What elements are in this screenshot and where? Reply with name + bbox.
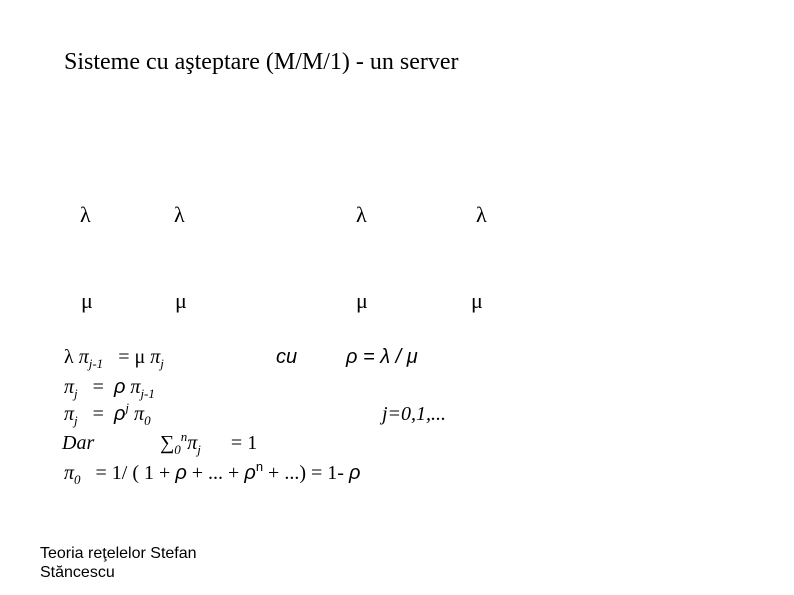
service-rate-label: μ (81, 288, 93, 313)
pi0-equation: $\pi_0$ = 1/ ( 1 + ρ + ... + $\rho^n$ + ...) = 1- ρ (64, 459, 361, 487)
arrival-rate-label: λ (356, 202, 367, 227)
index-range: j=0,1,... (382, 403, 447, 425)
dar-label: Dar (62, 432, 95, 454)
arrival-rate-label: λ (80, 202, 91, 227)
footer-line: Stăncescu (40, 564, 115, 581)
service-rate-label: μ (175, 288, 187, 313)
footer-line: Teoria reţelelor Stefan (40, 545, 197, 562)
recurrence-equation: $\pi_j$ = ρ $\pi_{j-1}$ (64, 376, 155, 401)
service-rate-label: μ (471, 288, 483, 313)
normalization-equation: $\sum_0^n\pi_j$ = 1 (160, 429, 258, 457)
footer-caption (40, 544, 197, 582)
page-title: Sisteme cu aşteptare (M/M/1) - un server (64, 49, 459, 75)
arrival-rate-label: λ (476, 202, 487, 227)
service-rate-label: μ (356, 288, 368, 313)
balance-equation: λ $\pi_{j-1}$ = μ $\pi_j$ (64, 346, 164, 371)
cu-label: cu (276, 346, 298, 368)
closed-form-equation: $\pi_j$ = $\rho^j$ $\pi_0$ (64, 400, 151, 428)
rho-definition: ρ = λ / μ (346, 346, 418, 368)
arrival-rate-label: λ (174, 202, 185, 227)
